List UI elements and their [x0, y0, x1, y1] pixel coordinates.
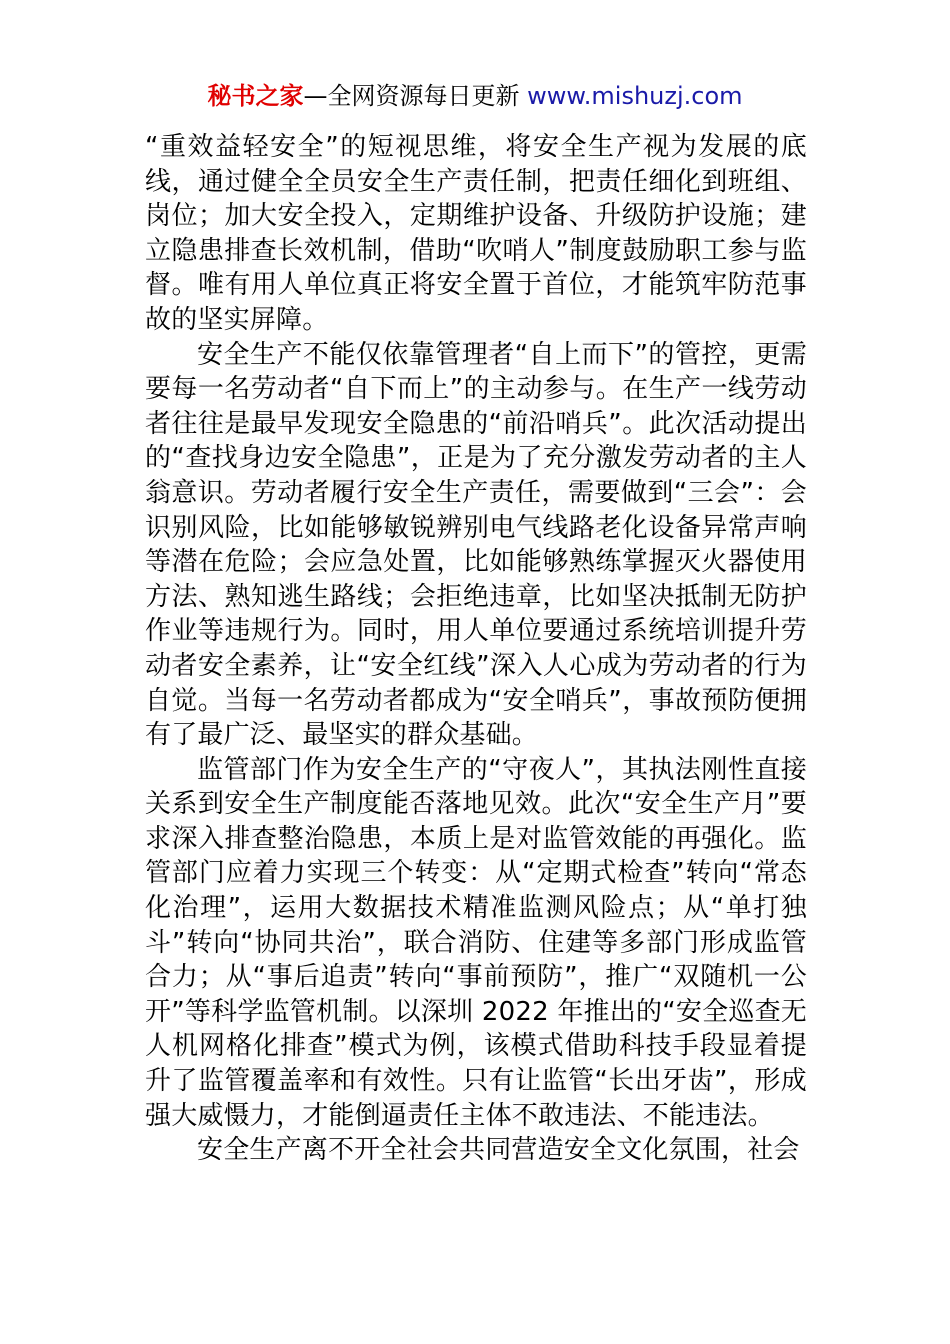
page-header [0, 78, 950, 114]
paragraph-3: 监管部门作为安全生产的“守夜人”，其执法刚性直接关系到安全生产制度能否落地见效。此次“安全生产月”要求深入排查整治隐患，本质上是对监管效能的再强化。监管部门应着力实现三个转变：从“定期式检查”转向“常态化治理”，运用大数据技术精准监测风险点；从“单打独斗”转向“协同共治”，联合消防、住建等多部门形成监管合力；从“事后追责”转向“事前预防”，推广“双随机一公开”等科学监管机制。以深圳 2022 年推出的“安全巡查无人机网格化排查”模式为例，该模式借助科技手段显着提升了监管覆盖率和有效性。只有让监管“长出牙齿”，形成强大威慑力，才能倒逼责任主体不敢违法、不能违法。 [145, 754, 807, 1131]
header-tagline: —全网资源每日更新 [303, 82, 520, 110]
paragraph-2: 安全生产不能仅依靠管理者“自上而下”的管控，更需要每一名劳动者“自下而上”的主动参与。在生产一线劳动者往往是最早发现安全隐患的“前沿哨兵”。此次活动提出的“查找身边安全隐患”，正是为了充分激发劳动者的主人翁意识。劳动者履行安全生产责任，需要做到“三会”：会识别风险，比如能够敏锐辨别电气线路老化设备异常声响等潜在危险；会应急处置，比如能够熟练掌握灭火器使用方法、熟知逃生路线；会拒绝违章，比如坚决抵制无防护作业等违规行为。同时，用人单位要通过系统培训提升劳动者安全素养，让“安全红线”深入人心成为劳动者的行为自觉。当每一名劳动者都成为“安全哨兵”，事故预防便拥有了最广泛、最坚实的群众基础。 [145, 339, 807, 751]
paragraph-4: 安全生产离不开全社会共同营造安全文化氛围，社会 [197, 1135, 800, 1166]
paragraph-1: “重效益轻安全”的短视思维，将安全生产视为发展的底线，通过健全全员安全生产责任制，把责任细化到班组、岗位；加大安全投入，定期维护设备、升级防护设施；建立隐患排查长效机制，借助“吹哨人”制度鼓励职工参与监督。唯有用人单位真正将安全置于首位，才能筑牢防范事故的坚实屏障。 [145, 132, 807, 335]
article-body [145, 130, 807, 1168]
site-url[interactable]: www.mishuzj.com [527, 82, 743, 110]
brand-name: 秘书之家 [207, 82, 304, 110]
